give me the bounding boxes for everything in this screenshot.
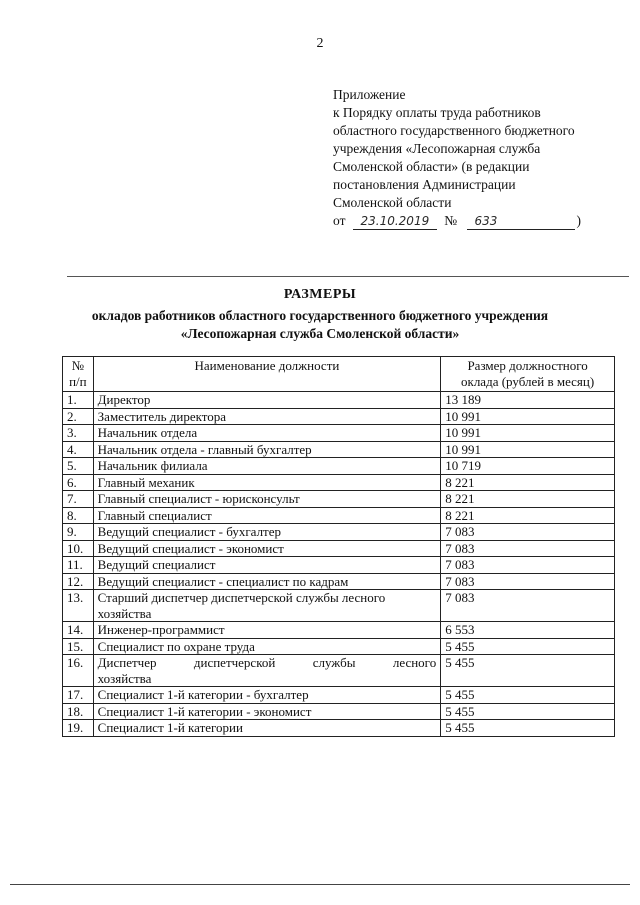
table-row <box>63 655 615 687</box>
salary-value: 5 455 <box>441 655 615 687</box>
table-header-row <box>63 357 615 392</box>
number-label: № <box>444 213 458 228</box>
table-row <box>63 540 615 557</box>
subtitle-line: «Лесопожарная служба Смоленской области» <box>180 326 460 341</box>
position-name <box>93 507 441 524</box>
salary-value: 10 991 <box>441 425 615 442</box>
salary-value: 5 455 <box>441 638 615 655</box>
position-name-line: Диспетчер диспетчерской службы лесного <box>97 655 437 670</box>
appendix-line: Смоленской области <box>333 195 452 210</box>
top-divider <box>67 276 629 277</box>
salary-value: 7 083 <box>441 557 615 574</box>
position-name <box>93 573 441 590</box>
salary-value: 7 083 <box>441 590 615 622</box>
row-number: 10. <box>63 540 94 557</box>
appendix-line: учреждения «Лесопожарная служба <box>333 141 541 156</box>
position-name <box>93 474 441 491</box>
position-name <box>93 622 441 639</box>
salary-value: 5 455 <box>441 703 615 720</box>
row-number: 14. <box>63 622 94 639</box>
row-number: 3. <box>63 425 94 442</box>
salary-value: 8 221 <box>441 491 615 508</box>
salary-value: 6 553 <box>441 622 615 639</box>
position-name-line: хозяйства <box>97 605 152 621</box>
position-name-line: Ведущий специалист - специалист по кадрам <box>97 573 349 589</box>
row-number: 6. <box>63 474 94 491</box>
table-row <box>63 474 615 491</box>
table-row <box>63 441 615 458</box>
position-name-line: хозяйства <box>97 670 152 686</box>
salary-value: 7 083 <box>441 540 615 557</box>
position-name-line: Старший диспетчер диспетчерской службы лесного <box>97 590 386 605</box>
position-name-line: Начальник филиала <box>97 458 208 473</box>
table-row <box>63 720 615 737</box>
position-name-line: Инженер-программист <box>97 622 225 637</box>
row-number: 16. <box>63 655 94 687</box>
position-name-line: Специалист 1-й категории <box>97 720 243 735</box>
position-name <box>93 441 441 458</box>
salary-value: 10 991 <box>441 441 615 458</box>
from-label: от <box>333 213 346 228</box>
position-name <box>93 524 441 541</box>
document-title: РАЗМЕРЫ <box>283 287 357 302</box>
document-subtitle <box>40 307 600 343</box>
row-number: 7. <box>63 491 94 508</box>
position-name <box>93 425 441 442</box>
table-body <box>63 392 615 737</box>
header-salary-line2: оклада (рублей в месяц) <box>461 373 595 389</box>
table-row <box>63 590 615 622</box>
position-name-line: Ведущий специалист - экономист <box>97 540 284 556</box>
appendix-line: постановления Администрации <box>333 177 516 192</box>
appendix-line: Смоленской области» (в редакции <box>333 159 530 174</box>
table-row <box>63 687 615 704</box>
position-name <box>93 638 441 655</box>
handwritten-number: 633 <box>467 214 575 230</box>
row-number: 4. <box>63 441 94 458</box>
appendix-line: Приложение <box>333 87 406 102</box>
position-name <box>93 540 441 557</box>
appendix-block <box>333 86 628 230</box>
position-name <box>93 557 441 574</box>
row-number: 2. <box>63 408 94 425</box>
position-name-line: Главный специалист - юрисконсульт <box>97 491 300 506</box>
salary-value: 8 221 <box>441 474 615 491</box>
position-name-line: Директор <box>97 392 151 407</box>
table-row <box>63 425 615 442</box>
page-number: 2 <box>316 36 324 51</box>
appendix-line: областного государственного бюджетного <box>333 123 575 138</box>
position-name-line: Специалист 1-й категории - бухгалтер <box>97 687 309 702</box>
header-number-line2: п/п <box>69 373 87 389</box>
salary-value: 7 083 <box>441 573 615 590</box>
table-row <box>63 638 615 655</box>
position-name-line: Специалист 1-й категории - экономист <box>97 703 312 719</box>
bottom-divider <box>10 884 630 885</box>
row-number: 5. <box>63 458 94 475</box>
position-name <box>93 408 441 425</box>
row-number: 13. <box>63 590 94 622</box>
salary-value: 13 189 <box>441 392 615 409</box>
position-name <box>93 458 441 475</box>
salary-table <box>62 356 615 737</box>
salary-value: 5 455 <box>441 720 615 737</box>
table-row <box>63 408 615 425</box>
subtitle-line: окладов работников областного государственного бюджетного учреждения <box>91 308 549 323</box>
appendix-line: к Порядку оплаты труда работников <box>333 105 541 120</box>
salary-value: 10 991 <box>441 408 615 425</box>
position-name-line: Заместитель директора <box>97 408 227 424</box>
position-name <box>93 491 441 508</box>
table-row <box>63 573 615 590</box>
position-name-line: Ведущий специалист <box>97 557 216 572</box>
salary-value: 8 221 <box>441 507 615 524</box>
row-number: 1. <box>63 392 94 409</box>
table-row <box>63 557 615 574</box>
row-number: 19. <box>63 720 94 737</box>
position-name-line: Ведущий специалист - бухгалтер <box>97 524 282 539</box>
position-name-line: Главный механик <box>97 474 195 490</box>
position-name <box>93 687 441 704</box>
salary-value: 7 083 <box>441 524 615 541</box>
table-row <box>63 524 615 541</box>
table-row <box>63 458 615 475</box>
position-name-line: Специалист по охране труда <box>97 638 255 654</box>
row-number: 11. <box>63 557 94 574</box>
row-number: 8. <box>63 507 94 524</box>
header-position: Наименование должности <box>93 357 441 392</box>
table-row <box>63 507 615 524</box>
position-name <box>93 703 441 720</box>
position-name <box>93 392 441 409</box>
header-salary <box>441 357 615 392</box>
table-row <box>63 622 615 639</box>
position-name <box>93 720 441 737</box>
position-name-line: Главный специалист <box>97 507 212 523</box>
row-number: 17. <box>63 687 94 704</box>
row-number: 9. <box>63 524 94 541</box>
header-salary-line1: Размер должностного <box>467 358 588 373</box>
decree-reference <box>333 212 628 230</box>
salary-value: 5 455 <box>441 687 615 704</box>
position-name-line: Начальник отдела - главный бухгалтер <box>97 441 312 457</box>
position-name-line: Начальник отдела <box>97 425 198 440</box>
table-row <box>63 392 615 409</box>
row-number: 18. <box>63 703 94 720</box>
header-number <box>63 357 94 392</box>
table-row <box>63 703 615 720</box>
row-number: 15. <box>63 638 94 655</box>
header-number-line1: № <box>71 358 85 373</box>
handwritten-date: 23.10.2019 <box>353 214 437 230</box>
table-row <box>63 491 615 508</box>
salary-value: 10 719 <box>441 458 615 475</box>
position-name <box>93 590 441 622</box>
closing-bracket: ) <box>576 213 581 228</box>
position-name <box>93 655 441 687</box>
row-number: 12. <box>63 573 94 590</box>
